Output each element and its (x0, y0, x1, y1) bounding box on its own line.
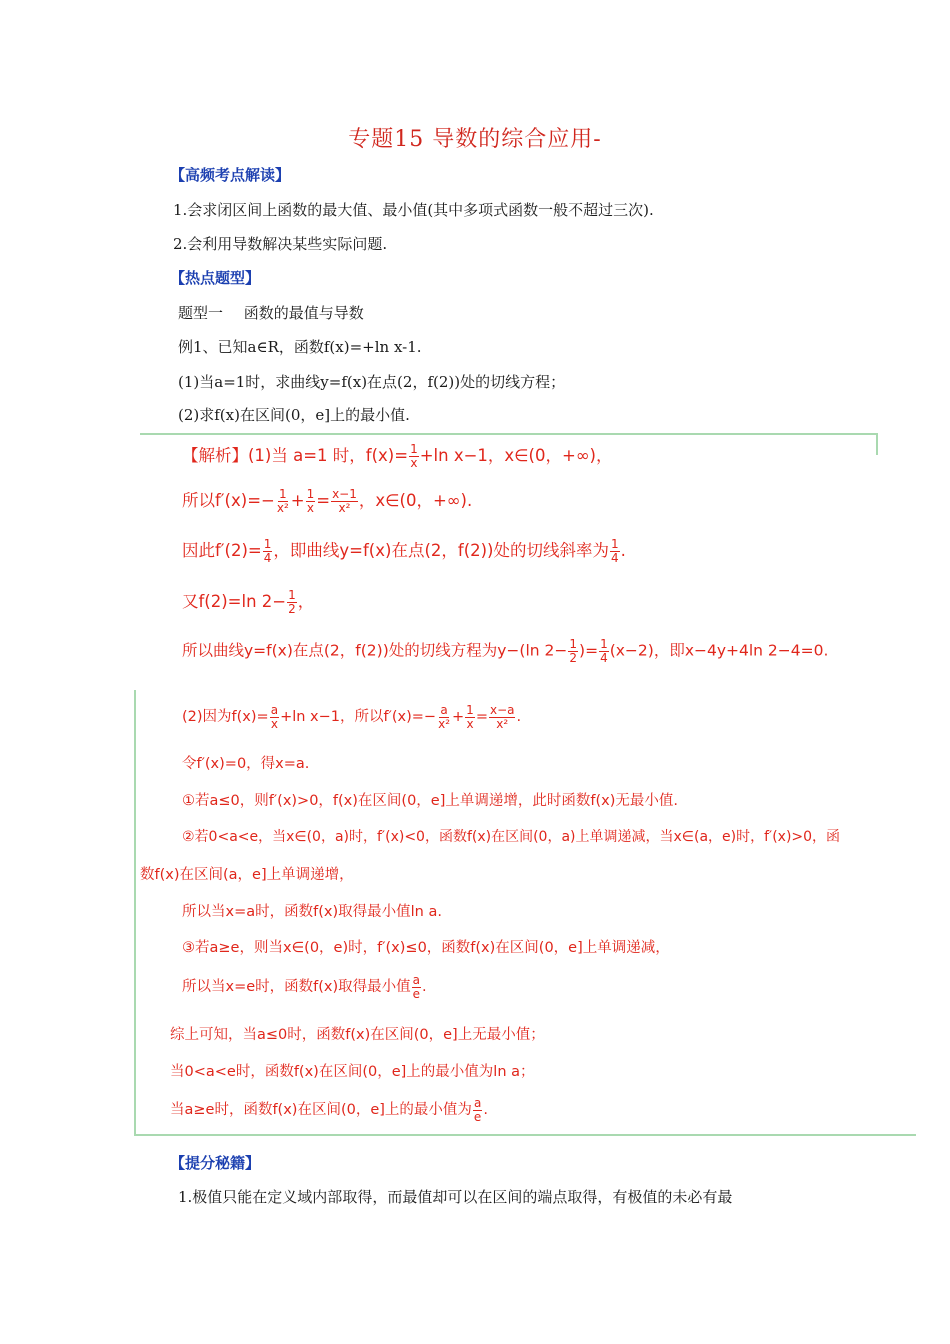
list-item: 1.会求闭区间上函数的最大值、最小值(其中多项式函数一般不超过三次). (173, 201, 654, 219)
solution-2-line-10: 当0<a<e时，函数f(x)在区间(0，e]上的最小值为ln a； (170, 1064, 535, 1080)
page-title: 专题15 导数的综合应用- (348, 127, 602, 152)
solution-1-line-3: 因此f′(2)= $\frac{1}{4}$ ，即曲线y=f(x)在点(2，f(2))处的切线斜率为 $\frac{1}{4}$ . (182, 537, 626, 565)
section-heading-redian: 【热点题型】 (170, 269, 261, 287)
solution-1-line-2: 所以f′(x)=− $\frac{1}{\text{x²}}$ + $\frac{1}{x}$ = $\frac{x-1}{\text{x²}}$ ，x∈(0，+∞). (182, 487, 473, 515)
question-type-label: 题型一 函数的最值与导数 (178, 304, 364, 322)
example-question-1: (1)当a=1时，求曲线y=f(x)在点(2，f(2))处的切线方程； (178, 373, 566, 391)
solution-2-line-2: 令f′(x)=0，得x=a. (182, 756, 310, 772)
solution-2-line-7: ③若a≥e，则当x∈(0，e)时，f′(x)≤0，函数f(x)在区间(0，e]上单调递减， (182, 940, 670, 956)
solution-1-line-1: 【解析】(1)当 a=1 时，f(x)= $\frac{1}{x}$ +ln x−1，x∈(0，+∞)， (182, 442, 613, 470)
solution-2-line-8: 所以当x=e时，函数f(x)取得最小值 $\frac{a}{e}$ . (182, 973, 427, 1001)
solution-2-line-4: ②若0<a<e，当x∈(0，a)时，f′(x)<0，函数f(x)在区间(0，a)上单调递减，当x∈(a，e)时，f′(x)>0，函 (182, 829, 841, 845)
solution-1-line-4: 又f(2)=ln 2− $\frac{1}{2}$ ， (182, 588, 315, 616)
solution-2-line-6: 所以当x=a时，函数f(x)取得最小值ln a. (182, 904, 442, 920)
solution-2-line-5: 数f(x)在区间(a，e]上单调递增， (140, 867, 354, 883)
solution-2-line-9: 综上可知，当a≤0时，函数f(x)在区间(0，e]上无最小值； (170, 1027, 545, 1043)
list-item: 2.会利用导数解决某些实际问题. (173, 235, 388, 253)
solution-2-line-1: (2)因为f(x)= $\frac{a}{x}$ +ln x−1，所以f′(x)=− $\frac{a}{\text{x²}}$ + $\frac{1}{x}$ = $\frac{x-a}{\text{x²}}$ . (182, 703, 522, 731)
solution-2-line-3: ①若a≤0，则f′(x)>0，f(x)在区间(0，e]上单调递增，此时函数f(x)无最小值. (182, 793, 678, 809)
list-item: 1.极值只能在定义域内部取得，而最值却可以在区间的端点取得，有极值的未必有最 (178, 1188, 733, 1206)
solution-2-line-11: 当a≥e时，函数f(x)在区间(0，e]上的最小值为 $\frac{a}{e}$ . (170, 1096, 488, 1124)
section-heading-gaopin: 【高频考点解读】 (170, 166, 291, 184)
example-question-2: (2)求f(x)在区间(0，e]上的最小值. (178, 406, 410, 424)
section-heading-tifen: 【提分秘籍】 (170, 1154, 261, 1172)
solution-1-line-5: 所以曲线y=f(x)在点(2，f(2))处的切线方程为y−(ln 2− $\frac{1}{2}$ )= $\frac{1}{4}$ (x−2)，即x−4y+4ln 2−4=0. (182, 637, 829, 665)
example-stem: 例1、已知a∈R，函数f(x)=+ln x-1. (178, 338, 422, 356)
